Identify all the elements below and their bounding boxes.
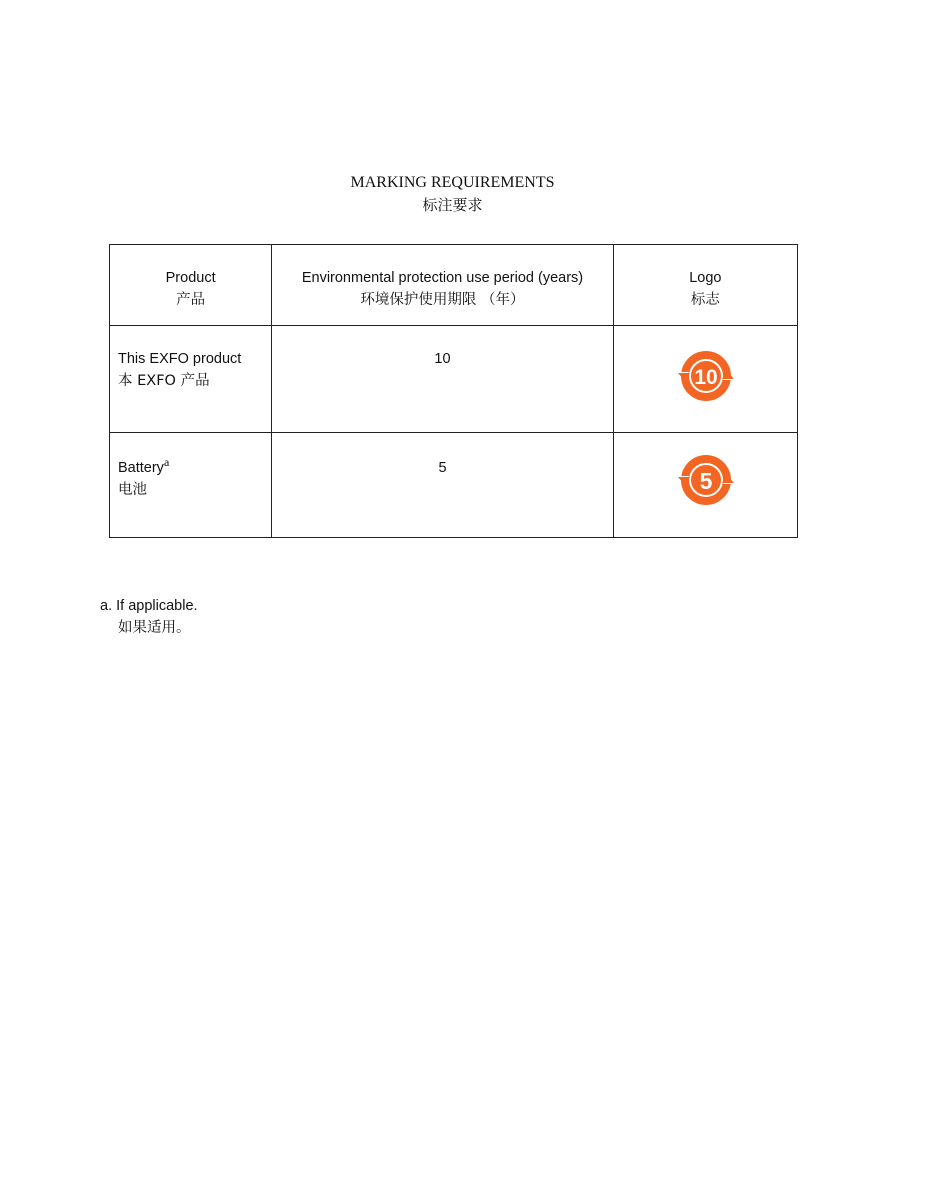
footnote-marker: a: [163, 455, 170, 470]
header-logo: Logo 标志: [613, 245, 797, 326]
period-value: 10: [434, 351, 451, 367]
logo-label: 5: [699, 468, 713, 494]
table-header-row: [110, 245, 798, 326]
marking-requirements-table: [109, 244, 798, 538]
product-name-zh: 电池: [118, 482, 147, 498]
page-title: MARKING REQUIREMENTS: [350, 174, 555, 191]
product-name: Battery$^a$: [118, 455, 170, 476]
epup-10-year-icon: [676, 348, 736, 404]
logo-cell: [613, 433, 797, 538]
table-row: [110, 326, 798, 433]
period-value: 5: [438, 460, 447, 476]
footnote: [100, 595, 198, 639]
epup-5-year-icon: [676, 452, 736, 508]
table-row: [110, 433, 798, 538]
page-title-zh: 标注要求: [422, 196, 483, 214]
page-title-block: [0, 172, 905, 216]
product-cell: [110, 326, 272, 433]
period-cell: [272, 433, 613, 538]
footnote-text: a. If applicable.: [100, 598, 198, 614]
product-name-zh: 本 EXFO 产品: [118, 373, 210, 389]
product-cell: [110, 433, 272, 538]
header-product: Product 产品: [110, 245, 272, 326]
header-period: Environmental protection use period (years) 环境保护使用期限 （年）: [272, 245, 613, 326]
logo-label: 10: [694, 366, 718, 389]
logo-cell: [613, 326, 797, 433]
footnote-text-zh: 如果适用。: [118, 620, 191, 636]
period-cell: [272, 326, 613, 433]
product-name: This EXFO product: [118, 351, 242, 367]
